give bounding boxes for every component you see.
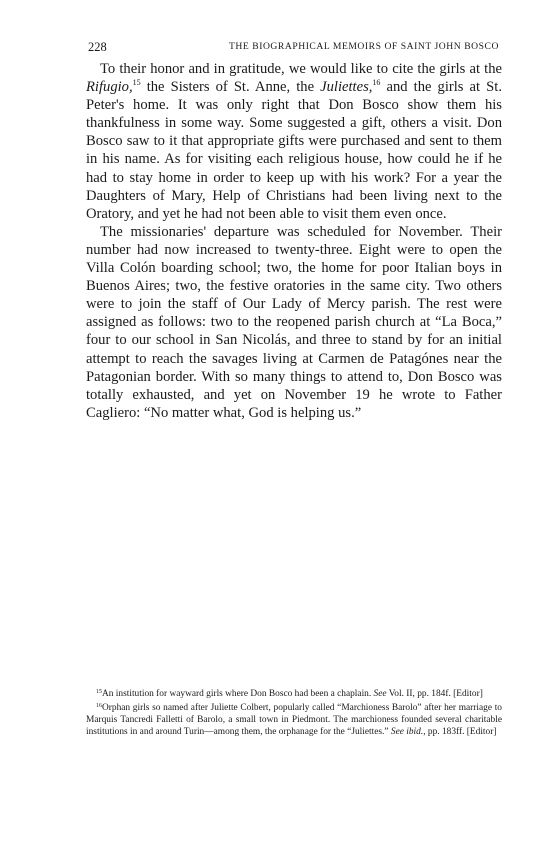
footnote-15: [86, 686, 502, 700]
footnote-ref-16: 16: [372, 78, 381, 88]
juliettes-term: Juliettes,: [320, 79, 373, 96]
paragraph-1-text-c: and the girls at St. Peter's home. It was only right that Don Bosco show them his thankfulness in some way. Some suggested a gift, others a visit. Don Bosco saw to it that appropriate gifts were purchased and sent to them in his name. As for visiting each religious house, how could he if he had to stay home in order to keep up with his work? For a year the Daughters of Mary, Help of Christians had been living next to the Oratory, and yet he had not been able to visit them even once.: [86, 79, 502, 222]
footnote-15-see: See: [373, 689, 387, 699]
page-number: 228: [88, 40, 107, 54]
running-title: THE BIOGRAPHICAL MEMOIRS OF SAINT JOHN BOSCO: [229, 41, 499, 52]
book-page: [86, 40, 502, 422]
paragraph-1-text-b: the Sisters of St. Anne, the: [140, 79, 321, 96]
footnote-16-see: See ibid.: [390, 727, 424, 738]
footnote-15-text-a: An institution for wayward girls where Don Bosco had been a chaplain.: [102, 689, 374, 699]
paragraph-2: The missionaries' departure was scheduled for November. Their number had now increased to twenty-three. Eight were to open the Villa Colón boarding school; two, the home for poor Italian boys in Buenos Aires; two, the festive oratories in the same city. Two others were to join the staff of Our Lady of Mercy parish. The rest were assigned as follows: two to the reopened parish church at “La Boca,” four to our school in San Nicolás, and three to stand by for an initial attempt to reach the savages living at Carmen de Patagónes near the Patagonian border. With so many things to attend to, Don Bosco was totally exhausted, and yet on November 19 he wrote to Father Cagliero: “No matter what, God is helping us.”: [86, 223, 502, 421]
paragraph-1-text-a: To their honor and in gratitude, we would like to cite the girls at the: [100, 61, 502, 77]
running-head: [86, 40, 502, 60]
footnote-ref-15: 15: [132, 78, 141, 88]
footnote-16-text-b: , pp. 183ff. [Editor]: [423, 727, 497, 738]
footnotes: [86, 686, 502, 738]
paragraph-1: [86, 60, 502, 223]
body-text: [86, 60, 502, 422]
footnote-16-mark: 16: [96, 703, 102, 710]
rifugio-term: Rifugio,: [86, 79, 133, 96]
footnote-15-text-b: Vol. II, pp. 184f. [Editor]: [386, 689, 483, 699]
footnote-15-mark: 15: [96, 689, 102, 695]
footnote-16-text-a: Orphan girls so named after Juliette Colbert, popularly called “Marchioness Barolo” after her marriage to Marquis Tancredi Falletti of Barolo, a small town in Piedmont. The marchioness founded several charitable institutions in and around Turin—among them, the orphanage for the “Juliettes.”: [86, 703, 502, 738]
footnote-16: [86, 700, 502, 738]
